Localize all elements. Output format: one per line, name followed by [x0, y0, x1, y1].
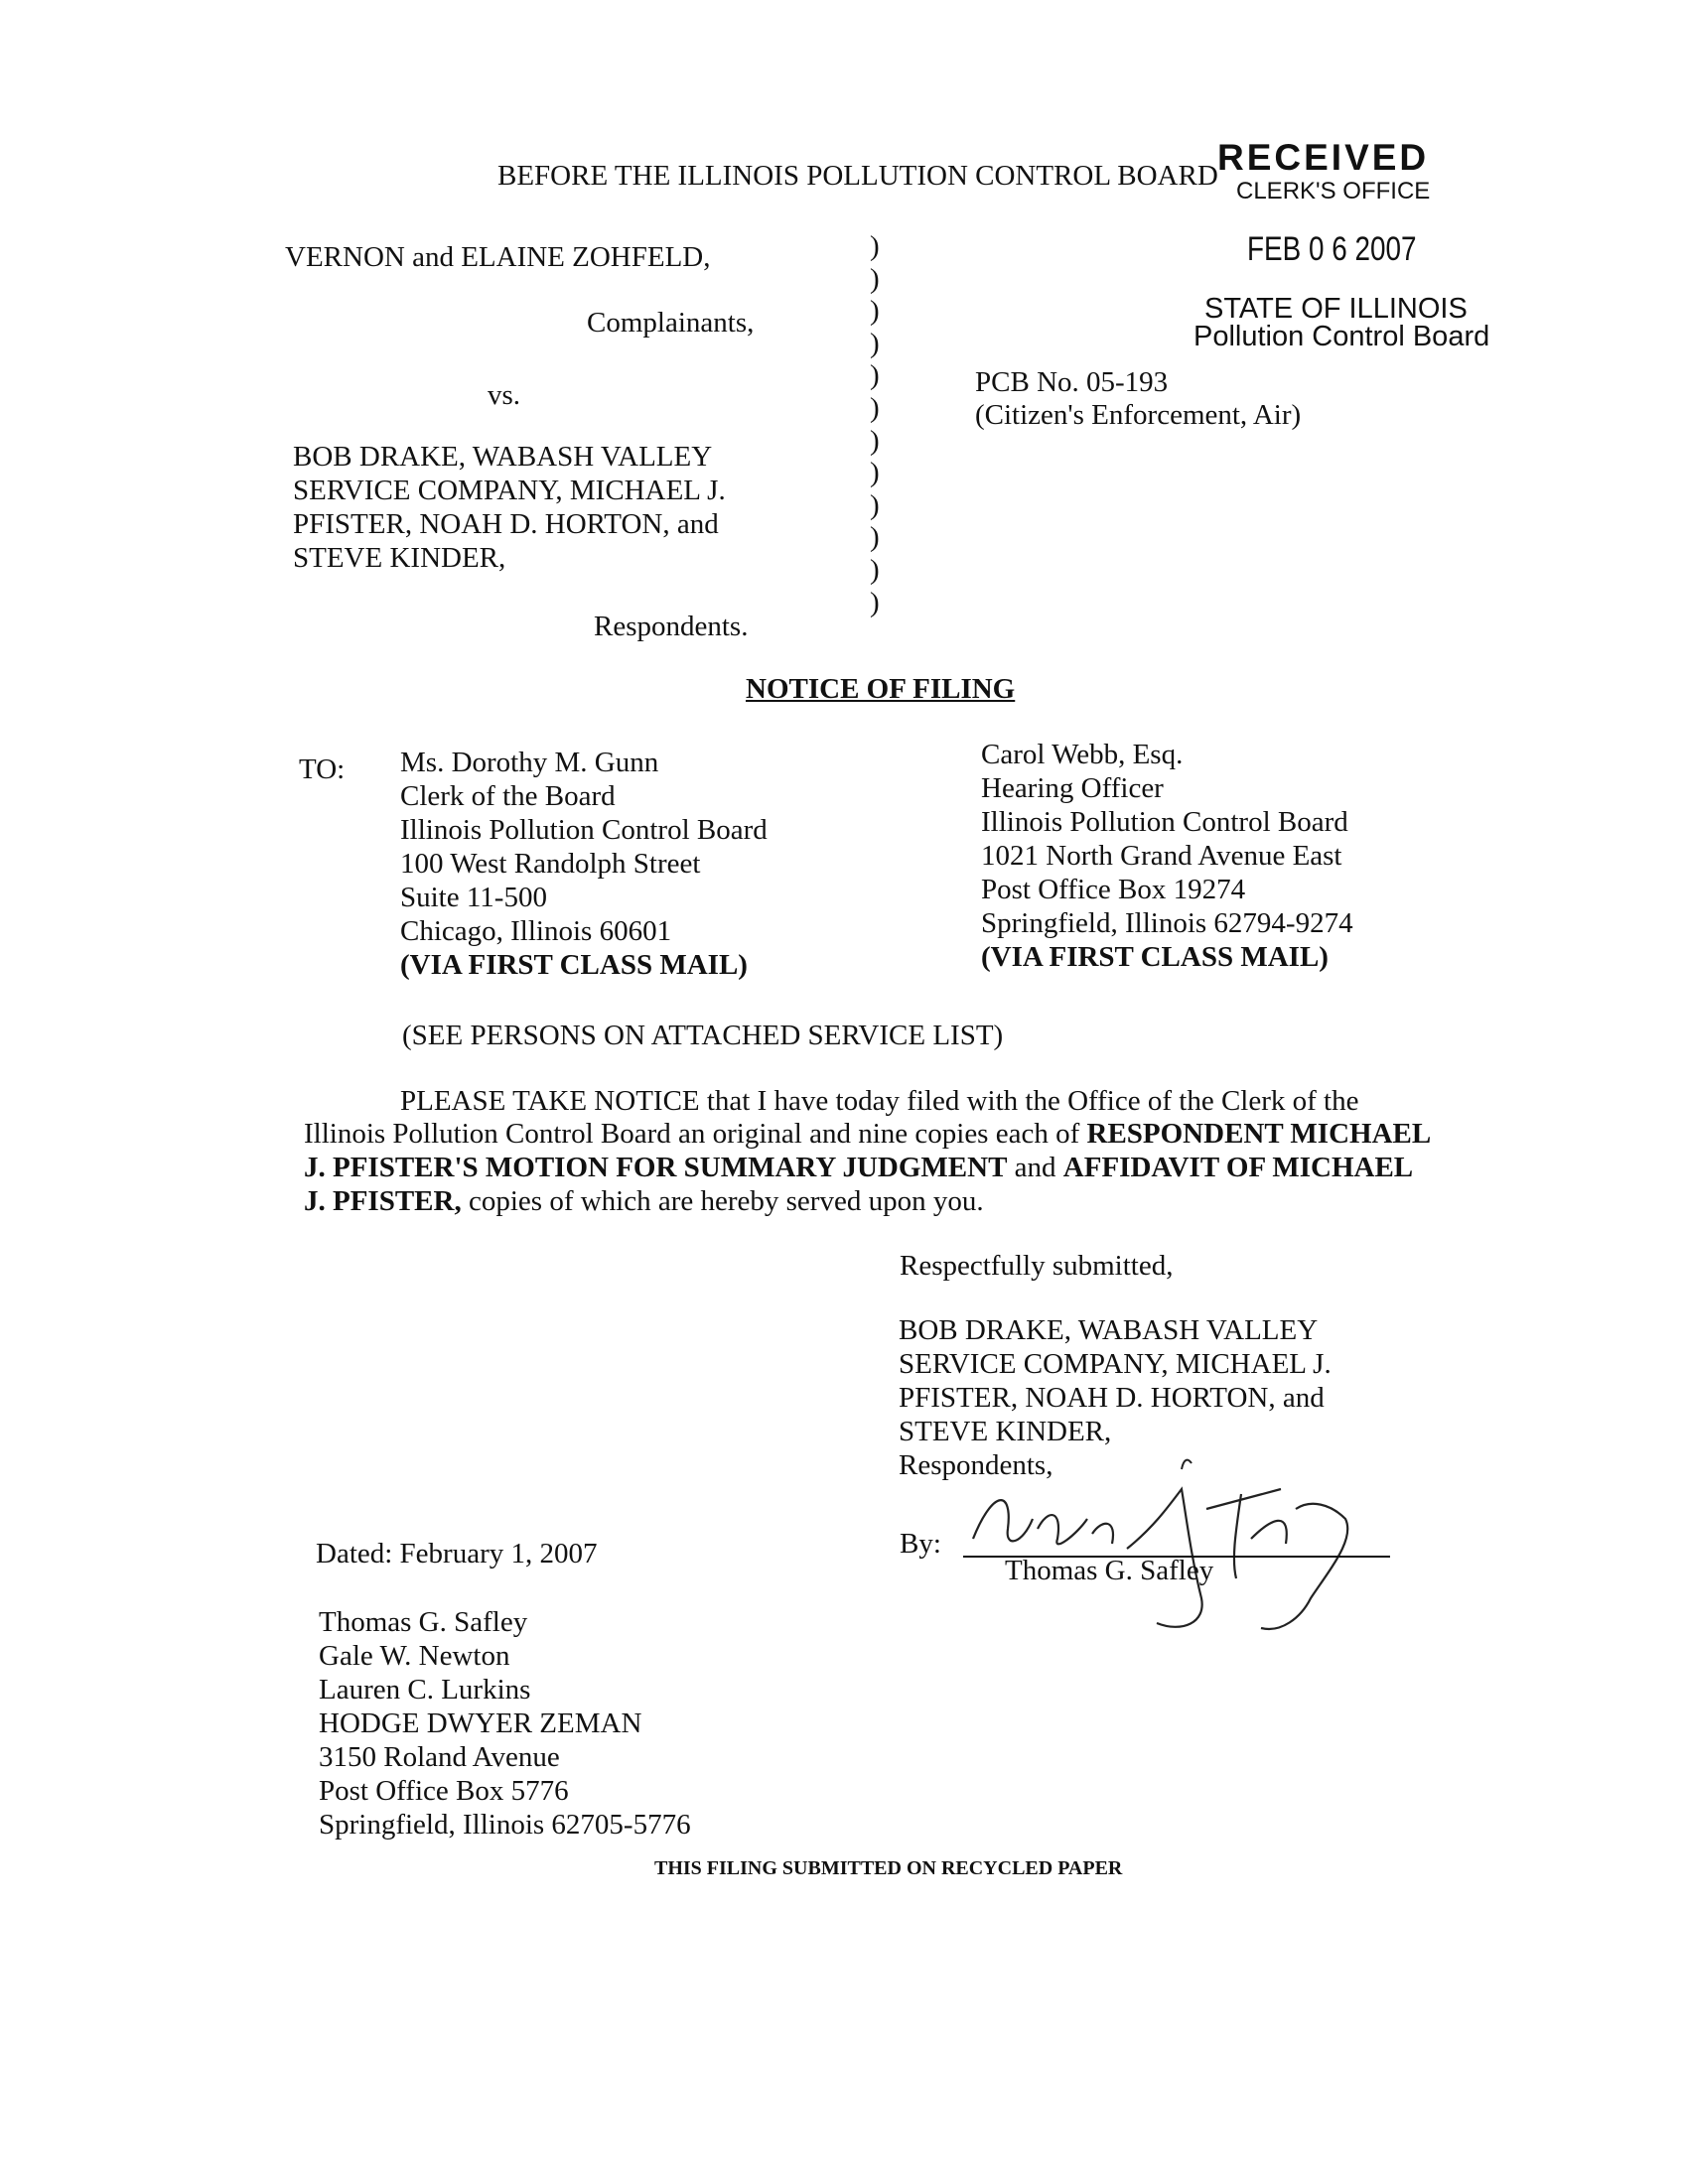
signer-name: Thomas G. Safley: [1005, 1555, 1214, 1586]
respondents-label: Respondents.: [594, 611, 749, 642]
case-number: PCB No. 05-193: [975, 366, 1169, 398]
received-stamp-board: Pollution Control Board: [1193, 321, 1490, 352]
received-stamp-state: STATE OF ILLINOIS: [1204, 293, 1468, 325]
notice-body-line-2: Illinois Pollution Control Board an original and nine copies each of RESPONDENT MICHAEL: [304, 1118, 1432, 1150]
case-type: (Citizen's Enforcement, Air): [975, 399, 1302, 431]
notice-body-line-4: J. PFISTER, copies of which are hereby served upon you.: [304, 1185, 984, 1217]
notice-body-line-1: PLEASE TAKE NOTICE that I have today filed with the Office of the Clerk of the: [400, 1085, 1359, 1117]
complainants-label: Complainants,: [587, 307, 755, 339]
notice-body-line-3: J. PFISTER'S MOTION FOR SUMMARY JUDGMENT and AFFIDAVIT OF MICHAEL: [304, 1152, 1414, 1183]
court-heading: BEFORE THE ILLINOIS POLLUTION CONTROL BOARD: [497, 160, 1218, 192]
dated-line: Dated: February 1, 2007: [316, 1538, 598, 1570]
caption-parentheses: ) ) ) ) ) ) ) ) ) ) ) ): [870, 230, 880, 618]
closing-parties: BOB DRAKE, WABASH VALLEY SERVICE COMPANY, MICHAEL J. PFISTER, NOAH D. HORTON, and STEVE KINDER, Respondents,: [899, 1314, 1332, 1481]
to-label: TO:: [299, 753, 346, 785]
recipient-hearing-officer: Carol Webb, Esq. Hearing Officer Illinois Pollution Control Board 1021 North Grand Avenue East Post Office Box 19274 Springfield, Illinois 62794-9274 (VIA FIRST CLASS MAIL): [981, 739, 1353, 973]
attorney-block: Thomas G. Safley Gale W. Newton Lauren C. Lurkins HODGE DWYER ZEMAN 3150 Roland Avenue Post Office Box 5776 Springfield, Illinois 62705-5776: [319, 1606, 691, 1841]
service-list-note: (SEE PERSONS ON ATTACHED SERVICE LIST): [402, 1020, 1004, 1051]
recycled-paper-footer: THIS FILING SUBMITTED ON RECYCLED PAPER: [654, 1857, 1123, 1879]
received-stamp-office: CLERK'S OFFICE: [1236, 178, 1431, 205]
versus-label: vs.: [488, 379, 521, 411]
document-title: NOTICE OF FILING: [746, 673, 1016, 705]
complainants-names: VERNON and ELAINE ZOHFELD,: [285, 241, 711, 273]
received-stamp-date: FEB 0 6 2007: [1247, 230, 1417, 268]
closing-phrase: Respectfully submitted,: [900, 1250, 1174, 1282]
by-label: By:: [900, 1528, 941, 1560]
respondents-names: BOB DRAKE, WABASH VALLEY SERVICE COMPANY, MICHAEL J. PFISTER, NOAH D. HORTON, and STEVE KINDER,: [293, 441, 726, 574]
received-stamp-title: RECEIVED: [1217, 137, 1430, 178]
signature: [953, 1449, 1390, 1648]
recipient-clerk: Ms. Dorothy M. Gunn Clerk of the Board Illinois Pollution Control Board 100 West Randolph Street Suite 11-500 Chicago, Illinois 60601 (VIA FIRST CLASS MAIL): [400, 747, 768, 981]
